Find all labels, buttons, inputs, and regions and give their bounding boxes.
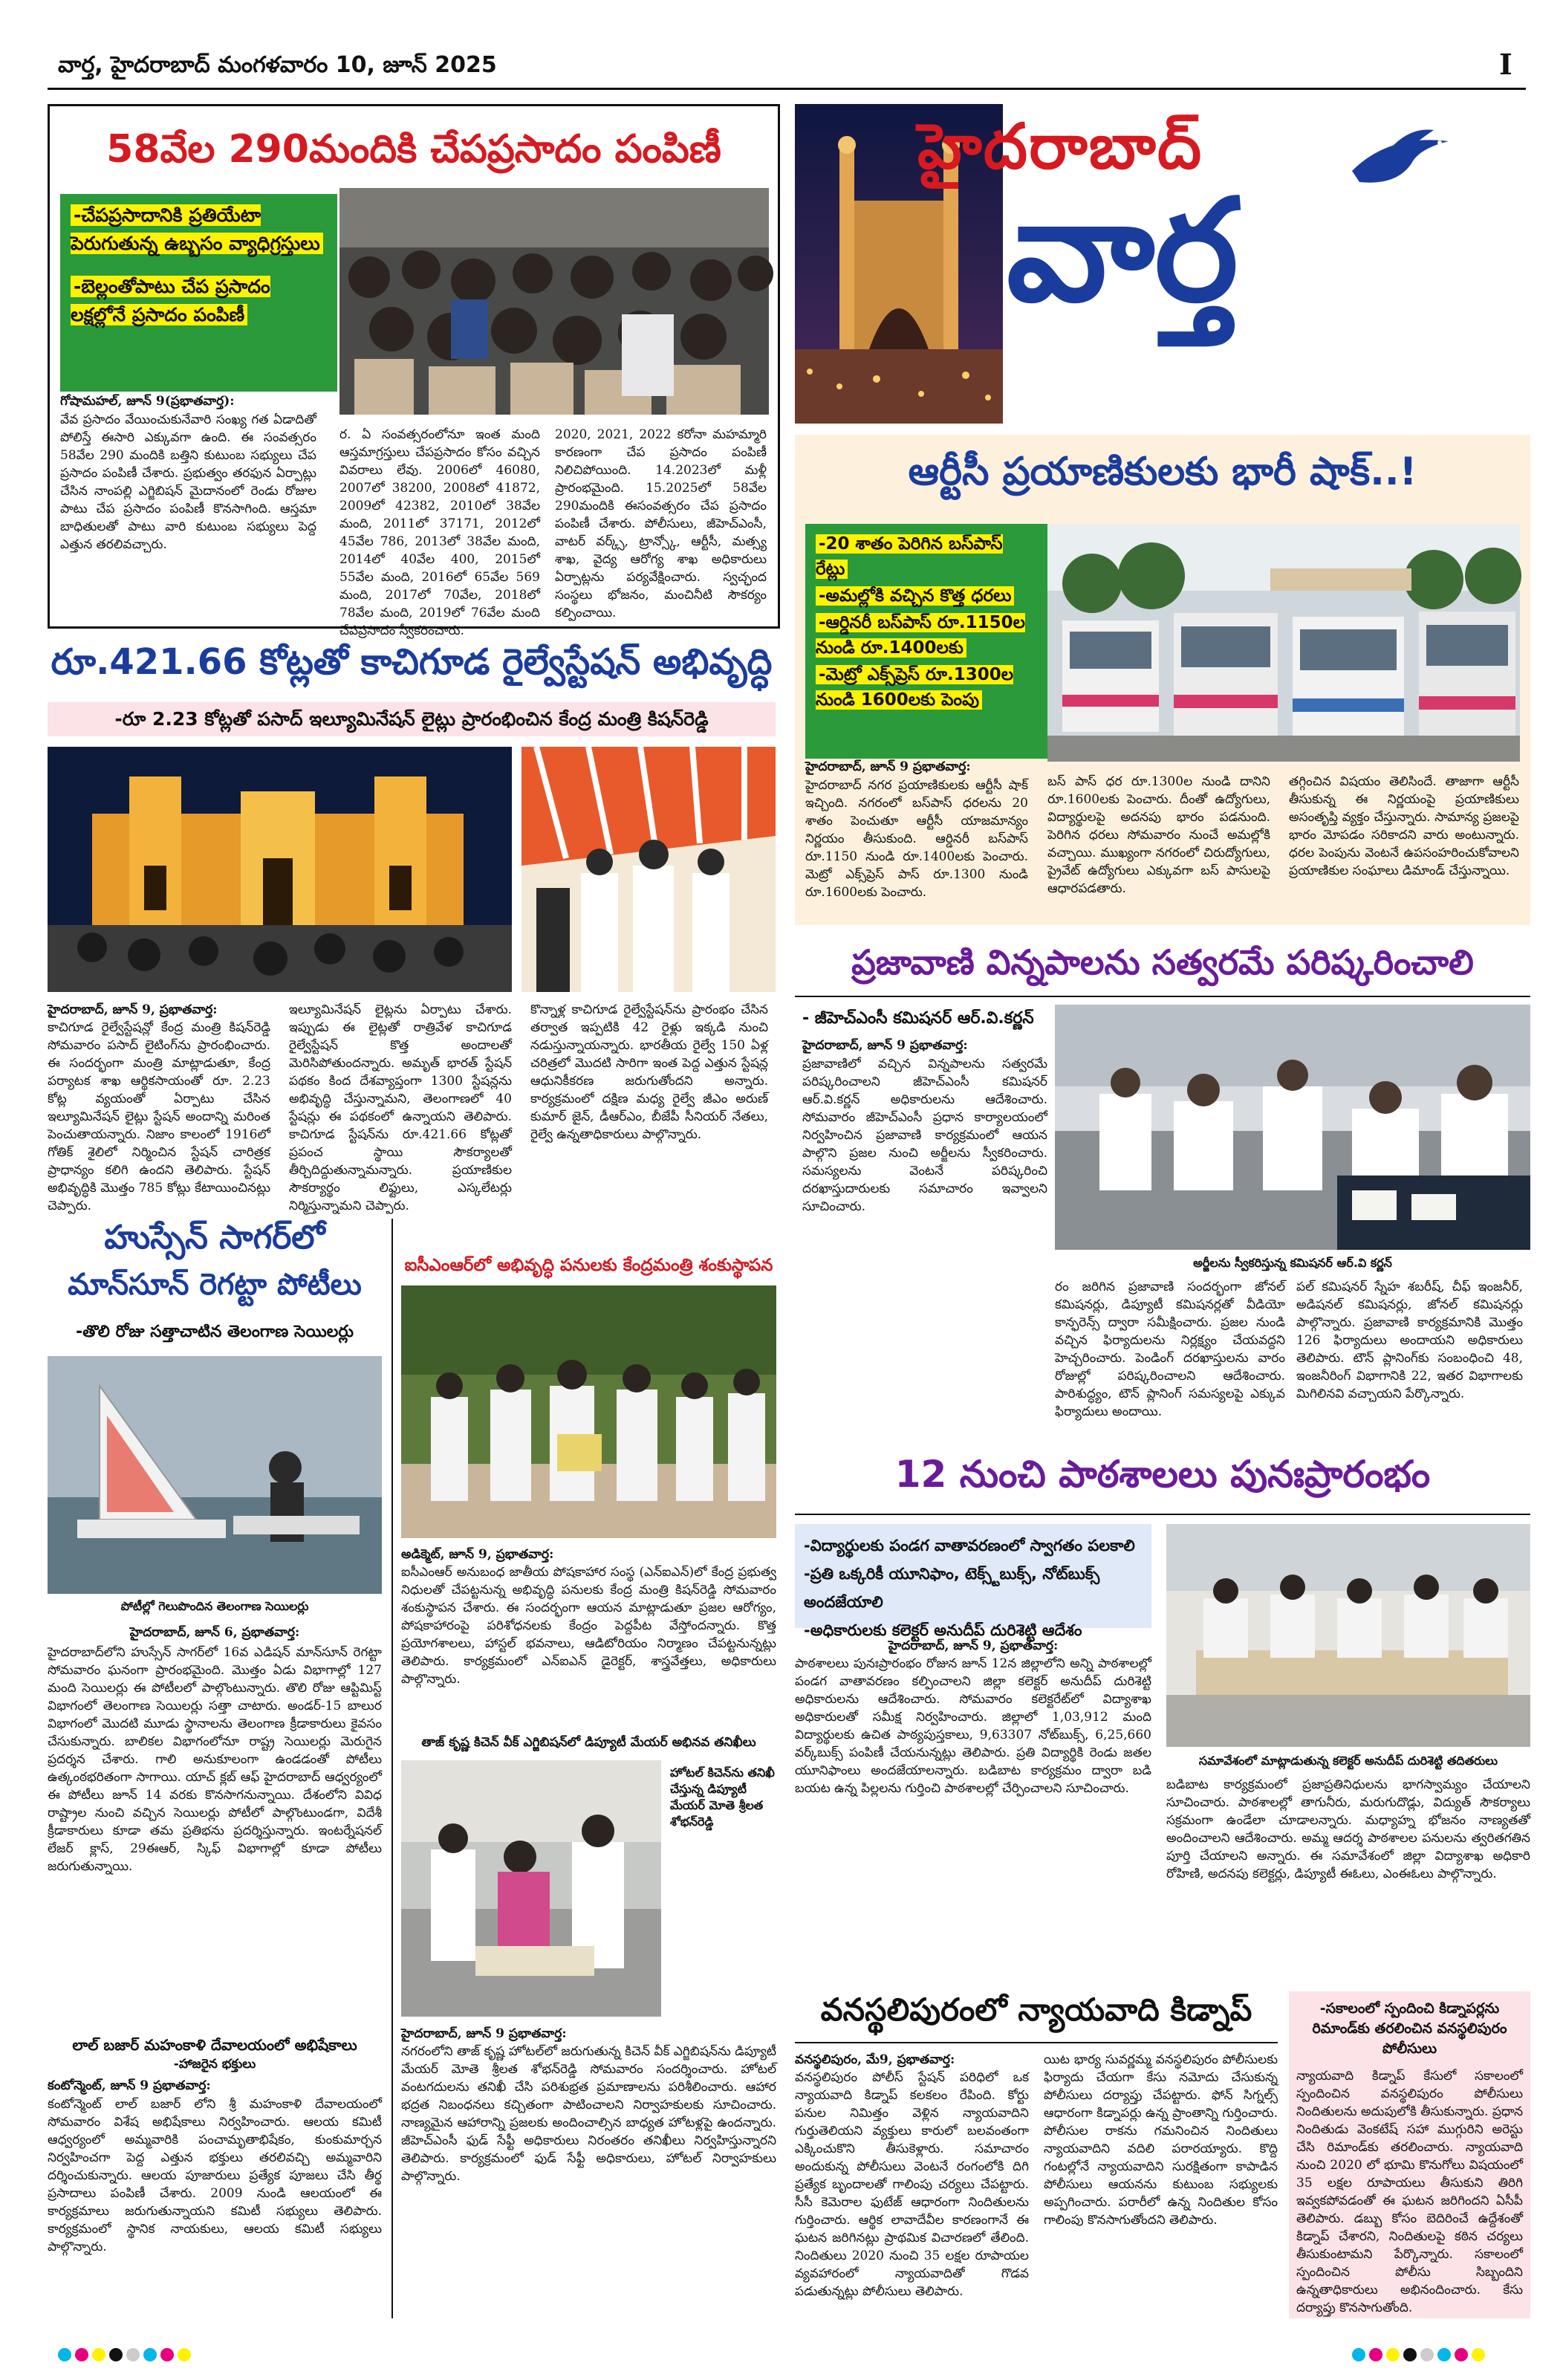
sub-story-dateline: కంటోన్మెంట్, జూన్ 9 ప్రభాతవార్త:	[48, 2078, 211, 2093]
story-kitchen-inspection	[401, 1735, 776, 2322]
dateline: హైదరాబాద్, జూన్ 9 ప్రభాతవార్త:	[805, 759, 971, 774]
photo-caption: సమావేశంలో మాట్లాడుతున్న కలెక్టర్ అనుదీప్ దురిశెట్టి తదితరులు	[1198, 1754, 1498, 1768]
story-kidnappers-remand	[1289, 1991, 1530, 2318]
page-header-line: వార్త, హైదరాబాద్ మంగళవారం 10, జూన్ 2025	[58, 52, 497, 78]
minister-inauguration-photo	[521, 747, 776, 992]
sub-story-title: లాల్ బజార్ మహంకాళి దేవాలయంలో అభిషేకాలు	[72, 2036, 357, 2054]
body: నగరంలోని తాజ్ కృష్ణ హోటల్‌లో జరుగుతున్న కిచెన్ వీక్ ఎగ్జిబిషన్‌ను డిప్యూటీ మేయర్ మోతె శ్రీలత శోభన్‌రెడ్డి సోమవారం సందర్శించారు. హోటల్ వంటగదులను తనిఖీ చేసి పరిశుభ్రత ప్రమాణాలను పరిశీలించారు. ఆహార భద్రత నిబంధనలు కచ్చితంగా పాటించాలని నిర్వాహకులకు సూచించారు. నాణ్యమైన ఆహారాన్ని ప్రజలకు అందించాల్సిన బాధ్యత హోటళ్లపై ఉందన్నారు. జీహెచ్ఎంసీ ఫుడ్ సేఫ్టీ అధికారులు నిరంతరం తనిఖీలు నిర్వహిస్తున్నారని తెలిపారు. కార్యక్రమంలో ఫుడ్ సేఫ్టీ అధికారులు, హోటల్ నిర్వాహకులు పాల్గొన్నారు.	[401, 2044, 776, 2184]
body-col-2: ఇల్యూమినేషన్ లైట్లను ఏర్పాటు చేశారు. ఇప్పుడు ఈ లైట్లతో రాత్రివేళ కాచిగూడ రైల్వేస్టేషన్ కొత్త అందాలతో మెరిసిపోతుందన్నారు. అమృత్ భారత్ స్టేషన్ పథకం కింద దేశవ్యాప్తంగా 1300 స్టేషన్లను అభివృద్ధి చేస్తున్నామని, తెలంగాణలో 40 స్టేషన్లు ఈ పథకంలో ఉన్నాయని తెలిపారు. కాచిగూడ స్టేషన్‌ను రూ.421.66 కోట్లతో ప్రపంచ స్థాయి సౌకర్యాలతో తీర్చిదిద్దుతున్నామన్నారు. ప్రయాణికుల సౌకర్యార్థం లిఫ్టులు, ఎస్కలేటర్లు నిర్మిస్తున్నామని చెప్పారు.	[289, 1002, 512, 1213]
headline-line-2: మాన్‌సూన్ రెగట్టా పోటీలు	[68, 1268, 362, 1302]
sub-story-body: కంటోన్మెంట్ లాల్ బజార్ లోని శ్రీ మహంకాళి దేవాలయంలో సోమవారం విశేష అభిషేకాలు నిర్వహించారు. ఆలయ కమిటీ ఆధ్వర్యంలో అమ్మవారికి పంచామృతాభిషేకం, కుంకుమార్చన నిర్వహించగా పెద్ద ఎత్తున భక్తులు తరలివచ్చి అమ్మవారిని దర్శించుకున్నారు. ఆలయ పూజారులు ప్రత్యేక పూజలు చేసి తీర్థ ప్రసాదాలు పంపిణీ చేశారు. 2009 నుండి ఆలయంలో ఈ కార్యక్రమాలు జరుగుతున్నాయని కమిటీ సభ్యులు తెలిపారు. కార్యక్రమంలో స్థానిక నాయకులు, ఆలయ కమిటీ సభ్యులు పాల్గొన్నారు.	[48, 2097, 382, 2254]
body: న్యాయవాది కిడ్నాప్ కేసులో సకాలంలో స్పందించిన వనస్థలిపురం పోలీసులు నిందితులను అదుపులోకి తీసుకున్నారు. ప్రధాన నిందితుడు వెంకటేష్ సహా ముగ్గురిని అరెస్టు చేసి రిమాండ్‌కు తరలించారు. న్యాయవాది నుంచి 2020 లో భూమి కొనుగోలు విషయంలో 35 లక్షల రూపాయలు తీసుకుని తిరిగి ఇవ్వకపోవడంతో ఈ ఘటన జరిగిందని ఏసీపీ తెలిపారు. డబ్బు కోసం బెదిరించే ఉద్దేశంతో కిడ్నాప్ చేశారని, నిందితులపై కఠిన చర్యలు తీసుకుంటామని పేర్కొన్నారు. సకాలంలో స్పందించిన పోలీసు సిబ్బందిని ఉన్నతాధికారులు అభినందించారు. కేసు దర్యాప్తు కొనసాగుతోంది.	[1296, 2069, 1523, 2315]
dateline: వనస్థలిపురం, మే9, ప్రభాతవార్త:	[795, 2052, 955, 2067]
body-col-1: ప్రజావాణిలో వచ్చిన విన్నపాలను సత్వరమే పరిష్కరించాలని జీహెచ్ఎంసీ కమిషనర్ ఆర్.వి.కర్ణన్ అధికారులను ఆదేశించారు. సోమవారం జీహెచ్ఎంసీ ప్రధాన కార్యాలయంలో నిర్వహించిన ప్రజావాణి కార్యక్రమంలో ఆయన పాల్గొని ప్రజల నుంచి అర్జీలను స్వీకరించారు. సమస్యలను వెంటనే పరిష్కరించి దరఖాస్తుదారులకు సమాచారం ఇవ్వాలని సూచించారు.	[802, 1057, 1047, 1214]
headline: తాజ్ కృష్ణ కిచెన్ వీక్ ఎగ్జిబిషన్‌లో డిప్యూటీ మేయర్ అభినవ తనిఖీలు	[421, 1735, 756, 1750]
highlight-1: -చేపప్రసాదానికి ప్రతియేటా పెరుగుతున్న ఉబ్బసం వ్యాధిగ్రస్తులు	[71, 204, 323, 254]
story-rtc-buspass	[795, 435, 1530, 925]
dove-icon	[1345, 126, 1456, 193]
headline-rule	[795, 996, 1530, 997]
brand-big: వార్త	[1007, 169, 1238, 333]
highlight-1: -విద్యార్థులకు పండగ వాతావరణంలో స్వాగతం పలకాలి	[804, 1537, 1135, 1554]
body-col-2: బడిబాట కార్యక్రమంలో ప్రజాప్రతినిధులను భాగస్వామ్యం చేయాలని సూచించారు. పాఠశాలల్లో తాగునీరు, మరుగుదొడ్లు, విద్యుత్ సౌకర్యాలు సక్రమంగా ఉండేలా చూడాలన్నారు. మధ్యాహ్న భోజనం నాణ్యతతో అందించాలని ఆదేశించారు. అమ్మ ఆదర్శ పాఠశాలల పనులను త్వరితగతిన పూర్తి చేయాలని అన్నారు. ఈ సమావేశంలో జిల్లా విద్యాశాఖ అధికారి రోహిణి, అదనపు కలెక్టర్లు, డిప్యూటీ ఈఓలు, ఎంఈఓలు పాల్గొన్నారు.	[1166, 1777, 1530, 1881]
highlights	[60, 194, 337, 392]
subhead: -తొలి రోజు సత్తాచాటిన తెలంగాణ సెయిలర్లు	[75, 1323, 354, 1341]
highlight-2: -బెల్లంతోపాటు చేప ప్రసాదం లక్షల్లోనే ప్రసాదం పంపిణీ	[71, 276, 270, 325]
highlight-3: -ఆర్డినరీ బస్‌పాస్ రూ.1150ల నుండి రూ.1400లకు	[816, 613, 1025, 658]
story-prajavani	[795, 936, 1530, 1442]
registration-marks-left	[58, 2348, 195, 2364]
highlights	[805, 524, 1049, 759]
highlight-3: -అధికారులకు కలెక్టర్ అనుదీప్ దురిశెట్టి ఆదేశం	[804, 1621, 1082, 1639]
body-col-3: 2020, 2021, 2022 కరోనా మహమ్మారి కారణంగా చేప ప్రసాదం పంపిణీ నిలిచిపోయింది. 14.2023లో మళ్లీ ప్రారంభమైంది. 15.2025లో 58వేల 290మందికి ఈసంవత్సరం చేప ప్రసాదం పంపిణీ చేశారు. పోలీసులు, జీహెచ్ఎంసీ, వాటర్ వర్క్స్, ట్రాన్స్కో, ఆర్టీసీ, మత్స్య శాఖ, వైద్య ఆరోగ్య శాఖ అధికారులు ఏర్పాట్లను పర్యవేక్షించారు. స్వచ్ఛంద సంస్థలు భోజనం, మంచినీటి సౌకర్యం కల్పించాయి.	[555, 427, 767, 620]
headline-rule	[795, 2042, 1278, 2043]
column-divider	[391, 1219, 393, 2318]
dateline: అడిక్మెట్, జూన్ 9, ప్రభాతవార్త:	[401, 1547, 554, 1562]
story-regatta	[48, 1219, 382, 2318]
highlight-4: -మెట్రో ఎక్స్‌ప్రెస్ రూ.1300ల నుండి 1600లకు పెంపు	[816, 665, 1014, 710]
highlight-1: -20 శాతం పెరిగిన బస్‌పాస్ రేట్లు	[816, 534, 1003, 579]
body-col-2: యిట భార్య సువర్ణమ్మ వనస్థలిపురం పోలీసులకు ఫిర్యాదు చేయగా కేసు నమోదు చేసుకున్న పోలీసులు దర్యాప్తు చేపట్టారు. ఫోన్ సిగ్నల్స్ ఆధారంగా కిడ్నాపర్లు ఉన్న ప్రాంతాన్ని గుర్తించారు. పోలీసుల రాకను గమనించిన నిందితులు న్యాయవాదిని వదిలి పరారయ్యారు. కొద్ది గంటల్లోనే న్యాయవాదిని సురక్షితంగా కాపాడిన పోలీసులు ఆయనను కుటుంబ సభ్యులకు అప్పగించారు. పరారీలో ఉన్న నిందితుల కోసం గాలింపు కొనసాగుతోందని తెలిపారు.	[1044, 2052, 1278, 2228]
brand-small: హైదరాబాద్	[917, 110, 1203, 183]
body-col-1: పాఠశాలలు పునఃప్రారంభం రోజున జూన్ 12న జిల్లాలోని అన్ని పాఠశాలల్లో పండగ వాతావరణం కల్పించాలని జిల్లా కలెక్టర్ అనుదీప్ దురిశెట్టి అధికారులను ఆదేశించారు. సోమవారం కలెక్టరేట్‌లో విద్యాశాఖ అధికారులతో సమీక్ష నిర్వహించారు. జిల్లాలో 1,03,912 మంది విద్యార్థులకు ఉచిత పాఠ్యపుస్తకాలు, 9,63307 నోట్‌బుక్స్, 6,25,660 వర్క్‌బుక్స్ పంపిణీ చేయనున్నట్లు తెలిపారు. ప్రతి విద్యార్థికి రెండు జతల యూనిఫాంలు అందజేయాలన్నారు. బడిబాట కార్యక్రమం ద్వారా బడి బయట ఉన్న పిల్లలను గుర్తించి పాఠశాలల్లో చేర్పించాలని సూచించారు.	[795, 1656, 1151, 1796]
body-col-3: తగ్గించిన విషయం తెలిసిందే. తాజాగా ఆర్టీసీ తీసుకున్న ఈ నిర్ణయంపై ప్రయాణికులు అసంతృప్తి వ్యక్తం చేస్తున్నారు. సామాన్య ప్రజలపై భారం మోపడం సరికాదని వారు అంటున్నారు. ధరల పెంపును వెంటనే ఉపసంహరించుకోవాలని ప్రయాణికుల సంఘాలు డిమాండ్ చేస్తున్నాయి.	[1289, 774, 1519, 878]
body-col-3: కొన్నాళ్ల కాచిగూడ రైల్వేస్టేషన్‌ను ప్రారంభం చేసిన తర్వాత ఇప్పటికి 42 రైళ్లు ఇక్కడి నుంచి నడుస్తున్నాయన్నారు. భారతీయ రైల్వే 150 ఏళ్ల చరిత్రలో మొదటి సారిగా ఇంత పెద్ద ఎత్తున స్టేషన్ల ఆధునికీకరణ జరుగుతోందని అన్నారు. కార్యక్రమంలో దక్షిణ మధ్య రైల్వే జీఎం అరుణ్ కుమార్ జైన్, డీఆర్ఎం, బీజేపీ సీనియర్ నేతలు, రైల్వే ఉన్నతాధికారులు పాల్గొన్నారు.	[530, 1002, 768, 1142]
header-rule	[48, 88, 1526, 90]
commissioner-meeting-photo	[1055, 1005, 1530, 1250]
bus-depot-photo	[1047, 524, 1520, 762]
subhead: -రూ 2.23 కోట్లతో పసాద్ ఇల్యూమినేషన్ లైట్లు ప్రారంభించిన కేంద్ర మంత్రి కిషన్‌రెడ్డి	[48, 702, 776, 736]
body-col-1: కాచిగూడ రైల్వేస్టేషన్లో కేంద్ర మంత్రి కిషన్‌రెడ్డి సోమవారం పసాద్ లైటింగ్‌ను ప్రారంభించారు. ఈ సందర్భంగా మంత్రి మాట్లాడుతూ, కేంద్ర పర్యాటక శాఖ ఆర్థికసాయంతో రూ. 2.23 కోట్ల వ్యయంతో ఏర్పాటు చేసిన ఇల్యూమినేషన్ లైట్లు స్టేషన్ అందాన్ని మరింత పెంచుతాయన్నారు. నిజాం కాలంలో 1916లో గోతిక్ శైలిలో నిర్మించిన స్టేషన్ చారిత్రక ప్రాధాన్యం కలిగి ఉందని తెలిపారు. స్టేషన్ అభివృద్ధికి మొత్తం 785 కోట్లు కేటాయించినట్లు చెప్పారు.	[48, 1020, 270, 1213]
dateline: హైదరాబాద్, జూన్ 9 ప్రభాతవార్త:	[802, 1038, 968, 1053]
body-col-1: హైదరాబాద్ నగర ప్రయాణికులకు ఆర్టీసీ షాక్ ఇచ్చింది. నగరంలో బస్‌పాస్ ధరలను 20 శాతం పెంచుతూ ఆర్టీసీ యాజమాన్యం నిర్ణయం తీసుకుంది. ఆర్డినరీ బస్‌పాస్ రూ.1150 నుండి రూ.1400లకు పెంచారు. మెట్రో ఎక్స్‌ప్రెస్ పాస్ రూ.1300 నుండి రూ.1600లకు పెంచారు.	[805, 778, 1028, 900]
crowd-photo	[339, 188, 769, 415]
headline: ప్రజావాణి విన్నపాలను సత్వరమే పరిష్కరించాలి	[851, 942, 1474, 982]
sailing-photo	[48, 1356, 382, 1594]
headline: వనస్థలిపురంలో న్యాయవాది కిడ్నాప్	[820, 1991, 1252, 2028]
photo-caption: హోటల్ కిచెన్‌ను తనిఖీ చేస్తున్న డిప్యూటీ మేయర్ మోతె శ్రీలత శోభన్‌రెడ్డి	[670, 1765, 775, 1829]
illuminated-station-photo	[48, 747, 512, 992]
body-col-2: ర. ఏ సంవత్సరంలోనూ ఇంత మంది ఆస్తమాగ్రస్తులు చేపప్రసాదం కోసం వచ్చిన వివరాలు లేవు. 2006లో 46080, 2007లో 38200, 2008లో 41872, 2009లో 42382, 2010లో 38వేల మంది, 2011లో 37171, 2012లో 45వేల 786, 2013లో 38వేల మంది, 2014లో 40వేల 400, 2015లో 55వేల మంది, 2016లో 65వేల 569 మంది, 2017లో 70వేల, 2018లో 78వేల మంది, 2019లో 76వేల మంది చేపప్రసాదం స్వీకరించారు.	[339, 427, 540, 638]
highlight-2: -ప్రతి ఒక్కరికీ యూనిఫాం, టెక్స్ట్‌బుక్స్, నోట్‌బుక్స్ అందజేయాలి	[804, 1565, 1100, 1611]
story-icmr	[401, 1256, 776, 1716]
headline-rule	[795, 1514, 1530, 1515]
body-col-2: బస్ పాస్ ధర రూ.1300ల నుండి దానిని రూ.1600లకు పెంచారు. దీంతో ఉద్యోగులు, విద్యార్థులపై అదనపు భారం పడనుంది. పెరిగిన ధరలు సోమవారం నుంచే అమల్లోకి వచ్చాయి. ముఖ్యంగా నగరంలో చిరుద్యోగులు, ప్రైవేట్ ఉద్యోగులు ఎక్కువగా బస్ పాసులపై ఆధారపడతారు.	[1047, 774, 1270, 896]
body-col-2: రం జరిగిన ప్రజావాణి సందర్భంగా జోనల్ కమిషనర్లు, డిప్యూటీ కమిషనర్లతో వీడియో కాన్ఫరెన్స్ ద్వారా సమీక్షించారు. ప్రజల నుండి వచ్చిన ఫిర్యాదులను నిర్లక్ష్యం చేయవద్దని హెచ్చరించారు. పెండింగ్ దరఖాస్తులను వారం రోజుల్లో పరిష్కరించాలని ఆదేశించారు. పారిశుద్ధ్యం, టౌన్ ప్లానింగ్ సమస్యలపై ఎక్కువ ఫిర్యాదులు అందాయి.	[1055, 1280, 1285, 1419]
registration-marks-right	[1352, 2348, 1489, 2364]
dateline: హైదరాబాద్, జూన్ 9, ప్రభాతవార్త:	[48, 1002, 218, 1017]
body-col-3: పల్ కమిషనర్ స్నేహ శబరీష్, చీఫ్ ఇంజనీర్, అడిషనల్ కమిషనర్లు, జోనల్ కమిషనర్లు పాల్గొన్నారు. ప్రజావాణి కార్యక్రమానికి మొత్తం 126 ఫిర్యాదులు అందాయని అధికారులు తెలిపారు. టౌన్ ప్లానింగ్‌కు సంబంధించి 48, ఇంజనీరింగ్ విభాగానికి 22, ఇతర విభాగాలకు మిగిలినవి వచ్చాయని పేర్కొన్నారు.	[1296, 1280, 1523, 1401]
kitchen-photo	[401, 1760, 661, 2017]
body: హైదరాబాద్‌లోని హుస్సేన్ సాగర్‌లో 16వ ఎడిషన్ మాన్‌సూన్ రెగట్టా సోమవారం ఘనంగా ప్రారంభమైంది. మొత్తం ఏడు విభాగాల్లో 127 మంది సెయిలర్లు ఈ పోటీలలో పాల్గొంటున్నారు. తొలి రోజు ఆప్టిమిస్ట్ విభాగంలో తెలంగాణ సెయిలర్లు సత్తా చాటారు. అండర్-15 బాలుర విభాగంలో మొదటి మూడు స్థానాలను తెలంగాణ క్రీడాకారులు కైవసం చేసుకున్నారు. బాలికల విభాగంలోనూ రాష్ట్ర సెయిలర్లు మెరుగైన ప్రదర్శన చేశారు. గాలి అనుకూలంగా ఉండడంతో పోటీలు ఉత్కంఠభరితంగా సాగాయి. యాచ్ క్లబ్ ఆఫ్ హైదరాబాద్ ఆధ్వర్యంలో ఈ పోటీలు జూన్ 14 వరకు కొనసాగనున్నాయి. దేశంలోని వివిధ రాష్ట్రాల నుంచి వచ్చిన సెయిలర్లు పోటీలో పాల్గొంటుండగా, విదేశీ క్రీడాకారులు కూడా తమ ప్రతిభను ప్రదర్శిస్తున్నారు. ఇంటర్నేషనల్ లేజర్ క్లాస్, 29ఈఆర్, స్కిఫ్ విభాగాల్లో కూడా పోటీలు జరుగుతున్నాయి.	[48, 1645, 382, 1874]
dateline: హైదరాబాద్, జూన్ 9 ప్రభాతవార్త:	[401, 2026, 567, 2041]
dateline: గోషామహల్, జూన్ 9(ప్రభాతవార్త):	[60, 394, 235, 409]
photo-caption: పోటీల్లో గెలుపొందిన తెలంగాణ సెయిలర్లు	[120, 1599, 309, 1613]
headline: 12 నుంచి పాఠశాలలు పునఃప్రారంభం	[894, 1453, 1431, 1496]
headline: -సకాలంలో స్పందించి కిడ్నాపర్లను రిమాండ్‌కు తరలించిన వనస్థలిపురం పోలీసులు	[1312, 2000, 1507, 2057]
headline-line-1: హుస్సేన్ సాగర్‌లో	[104, 1219, 325, 1257]
highlight-2: -అమల్లోకి వచ్చిన కొత్త ధరలు	[816, 586, 1014, 606]
foundation-stone-photo	[401, 1285, 776, 1538]
sub-story-kicker: -హాజరైన భక్తులు	[173, 2057, 256, 2072]
page-number: I	[1499, 48, 1512, 81]
photo-caption: అర్జీలను స్వీకరిస్తున్న కమిషనర్ ఆర్.వి కర్ణన్	[1193, 1256, 1392, 1270]
headline: రూ.421.66 కోట్లతో కాచిగూడ రైల్వేస్టేషన్ అభివృద్ధి	[51, 641, 773, 683]
story-fish-prasadam	[48, 104, 780, 638]
highlights	[795, 1524, 1151, 1639]
headline: ఐసీఎంఆర్‌లో అభివృద్ధి పనులకు కేంద్రమంత్రి శంకుస్థాపన	[404, 1256, 773, 1275]
story-kachiguda-station	[48, 635, 776, 1213]
headline: 58వేల 290మందికి చేపప్రసాదం పంపిణీ	[106, 127, 721, 172]
body-col-1: వనస్థలిపురం పోలీస్ స్టేషన్ పరిధిలో ఒక న్యాయవాది కిడ్నాప్ కలకలం రేపింది. కోర్టు పనుల నిమిత్తం వెళ్లిన న్యాయవాదిని గుర్తుతెలియని వ్యక్తులు కారులో బలవంతంగా ఎక్కించుకొని తీసుకెళ్లారు. సమాచారం అందుకున్న పోలీసులు వెంటనే రంగంలోకి దిగి ప్రత్యేక బృందాలతో గాలింపు చర్యలు చేపట్టారు. సీసీ కెమెరాల ఫుటేజ్ ఆధారంగా నిందితులను గుర్తించారు. ఆర్థిక లావాదేవీల కారణంగానే ఈ ఘటన జరిగినట్లు ప్రాథమిక విచారణలో తేలింది. నిందితులు 2020 నుంచి 35 లక్షల రూపాయల వ్యవహారంలో న్యాయవాదితో గొడవ పడుతున్నట్లు పోలీసులు తెలిపారు.	[795, 2070, 1029, 2299]
headline: ఆర్టీసీ ప్రయాణికులకు భారీ షాక్..!	[908, 450, 1417, 494]
body-col-1: వేవ ప్రసాదం వేయించుకునేవారి సంఖ్య గత ఏడాదితో పోలిస్తే ఈసారి ఎక్కువగా ఉంది. ఈ సంవత్సరం 58వేల 290 మందికి బత్తిని కుటుంబ సభ్యులు చేప ప్రసాదం పంపిణీ చేశారు. ప్రభుత్వం తరఫున ఏర్పాట్లు చేసిన నాంపల్లి ఎగ్జిబిషన్ మైదానంలో రెండు రోజుల పాటు చేప ప్రసాదం పంపిణీ కొనసాగింది. ఆస్తమా బాధితులతో పాటు వారి కుటుంబ సభ్యులు పెద్ద ఎత్తున తరలివచ్చారు.	[60, 412, 316, 552]
collector-meeting-photo	[1166, 1524, 1530, 1747]
kicker: - జీహెచ్ఎంసీ కమిషనర్ ఆర్.వి.కర్ణన్	[802, 1009, 1034, 1028]
body: ఐసీఎంఆర్ అనుబంధ జాతీయ పోషకాహార సంస్థ (ఎన్ఐఎన్)లో కేంద్ర ప్రభుత్వ నిధులతో చేపట్టనున్న అభివృద్ధి పనులకు కేంద్ర మంత్రి కిషన్‌రెడ్డి సోమవారం శంకుస్థాపన చేశారు. ఈ సందర్భంగా ఆయన మాట్లాడుతూ ప్రజల ఆరోగ్యం, పోషకాహారంపై పరిశోధనలకు కేంద్రం పెద్దపీట వేస్తోందన్నారు. కొత్త ప్రయోగశాలలు, హాస్టల్ భవనాలు, ఆడిటోరియం నిర్మాణం చేపట్టనున్నట్లు తెలిపారు. కార్యక్రమంలో ఎన్ఐఎన్ డైరెక్టర్, శాస్త్రవేత్తలు, అధికారులు పాల్గొన్నారు.	[401, 1565, 776, 1687]
dateline: హైదరాబాద్, జూన్ 6, ప్రభాతవార్త:	[129, 1625, 300, 1640]
story-schools-reopen	[795, 1453, 1530, 1973]
story-lawyer-kidnap	[795, 1991, 1278, 2318]
dateline: హైదరాబాద్, జూన్ 9, ప్రభాతవార్త:	[888, 1638, 1059, 1653]
